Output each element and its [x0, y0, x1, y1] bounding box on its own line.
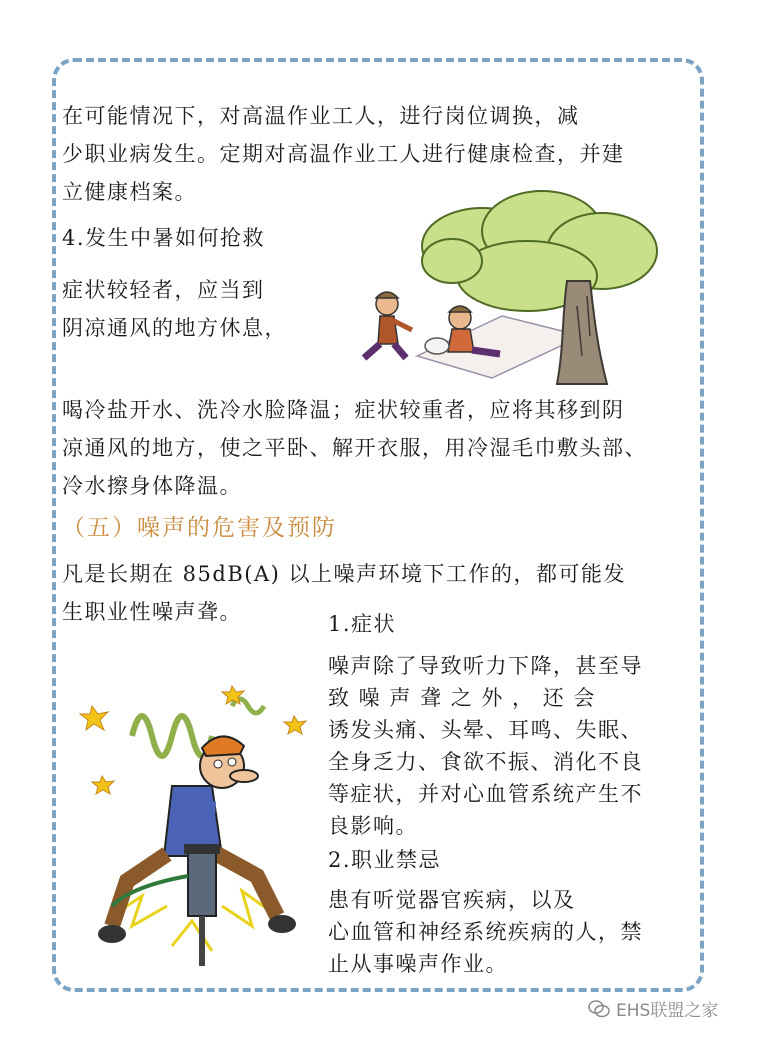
symptoms-line: 诱发头痛、头晕、耳鸣、失眠、 — [328, 718, 643, 742]
taboo-line: 患有听觉器官疾病，以及 — [328, 888, 576, 912]
symptoms-title: 1.症状 — [328, 612, 397, 636]
section4-cont-line3: 冷水擦身体降温。 — [62, 474, 242, 498]
tree-shade-illustration — [332, 186, 662, 386]
taboo-line: 心血管和神经系统疾病的人，禁 — [328, 920, 643, 944]
section5-intro-line1: 凡是长期在 85dB(A) 以上噪声环境下工作的，都可能发 — [62, 562, 626, 586]
jackhammer-noise-illustration — [72, 676, 322, 976]
watermark-text: EHS联盟之家 — [616, 1001, 719, 1021]
taboo-line: 止从事噪声作业。 — [328, 952, 508, 976]
symptoms-line: 噪声除了导致听力下降，甚至导 — [328, 654, 643, 678]
wechat-icon — [588, 1000, 610, 1018]
taboo-title: 2.职业禁忌 — [328, 848, 442, 872]
symptoms-line: 等症状，并对心血管系统产生不 — [328, 782, 643, 806]
section4-cont-line2: 凉通风的地方，使之平卧、解开衣服，用冷湿毛巾敷头部、 — [62, 436, 647, 460]
section5-intro-line2: 生职业性噪声聋。 — [62, 600, 242, 624]
section4-cont-line1: 喝冷盐开水、洗冷水脸降温；症状较重者，应将其移到阴 — [62, 398, 625, 422]
symptoms-line: 全身乏力、食欲不振、消化不良 — [328, 750, 643, 774]
para1-line3: 立健康档案。 — [62, 180, 197, 204]
para1-line2: 少职业病发生。定期对高温作业工人进行健康检查，并建 — [62, 142, 625, 166]
section4-light-line1: 症状较轻者，应当到 — [62, 278, 265, 302]
para1-line1: 在可能情况下，对高温作业工人，进行岗位调换，减 — [62, 104, 580, 128]
symptoms-line: 良影响。 — [328, 814, 418, 838]
section4-title: 4.发生中暑如何抢救 — [62, 226, 266, 250]
worker-walking — [364, 292, 412, 358]
watermark — [588, 996, 718, 1021]
section4-light-line2: 阴凉通风的地方休息， — [62, 316, 287, 340]
section5-heading: （五）噪声的危害及预防 — [62, 515, 337, 541]
symptoms-line: 致 噪 声 聋 之 外 ， 还 会 — [328, 686, 596, 710]
